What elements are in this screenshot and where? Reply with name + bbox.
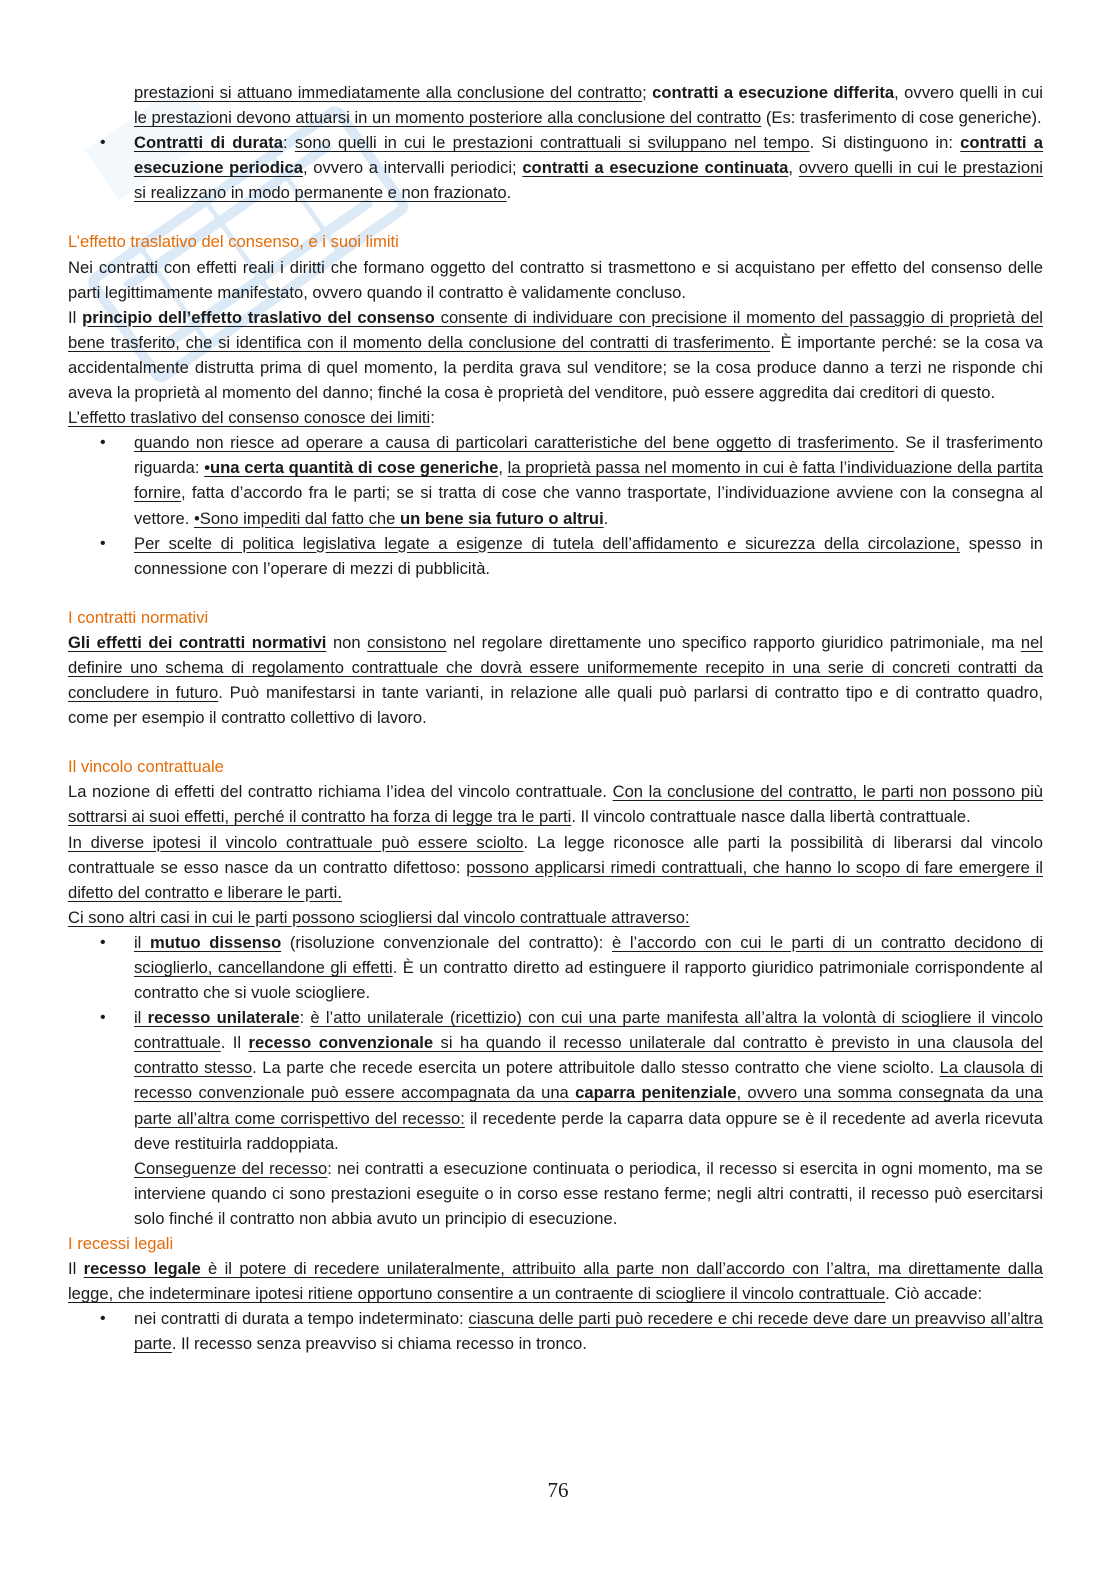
text-span: •Sono impediti dal fatto che — [193, 508, 400, 528]
text-span: . Il vincolo contrattuale nasce dalla libertà contrattuale. — [571, 807, 971, 827]
text-span: spesso in connessione con l’operare di mezzi di pubblicità. — [134, 533, 1043, 578]
paragraph — [68, 405, 1043, 430]
text-span: si ha quando il recesso unilaterale dal contratto è previsto in una clausola del contratto stesso — [134, 1033, 1043, 1078]
text-span: . La parte che recede esercita un potere attribuitole dallo stesso contratto che viene sciolto. — [252, 1058, 940, 1078]
text-span: . — [506, 183, 512, 203]
text-span: . Se il trasferimento riguarda: — [134, 433, 1043, 478]
text-span: In diverse ipotesi il vincolo contrattuale può essere sciolto — [68, 832, 524, 852]
text-span: Per scelte di politica legislativa legate a esigenze di tutela dell’affidamento e sicurezza della circolazione, — [134, 533, 960, 553]
section-heading: Il vincolo contrattuale — [68, 757, 224, 777]
list-item — [68, 531, 1043, 581]
text-span: Il — [68, 307, 83, 327]
paragraph — [68, 630, 1043, 730]
paragraph — [68, 305, 1043, 405]
text-span: quando non riesce ad operare a causa di particolari caratteristiche del bene oggetto di trasferimento — [134, 433, 895, 453]
text-span: (risoluzione convenzionale del contratto): — [281, 932, 613, 952]
bold-term: recesso legale — [83, 1259, 201, 1279]
text-span: . È importante perché: se la cosa va accidentalmente distrutta prima di quel momento, la perdita grava sul venditore; se la cosa produce danno a terzi ne risponde chi aveva la proprietà al momento del danno; finché la cosa è proprietà del venditore, può essere aggredita dai creditori di questo. — [68, 332, 1043, 403]
text-span: , ovvero quelli in cui — [894, 83, 1043, 102]
bold-term: contratti a esecuzione periodica — [134, 133, 1043, 178]
text-span: le prestazioni devono attuarsi in un momento posteriore alla conclusione del contratto — [134, 108, 762, 128]
paragraph — [68, 779, 1043, 829]
text-span: . Si distinguono in: — [809, 133, 961, 153]
text-span: il recedente perde la caparra data oppure se è il recedente ad averla ricevuta deve restituirla raddoppiata. — [134, 1108, 1043, 1153]
list-item — [68, 1306, 1043, 1356]
text-span: L’effetto traslativo del consenso conosce dei limiti — [68, 408, 431, 428]
text-span: la proprietà passa nel momento in cui è fatta l’individuazione della partita fornire — [134, 458, 1043, 503]
text-span: il — [134, 1008, 148, 1028]
text-span: è l’atto unilaterale (ricettizio) con cui una parte manifesta all’altra la volontà di sciogliere il vincolo contrattuale — [134, 1008, 1043, 1053]
bold-term: mutuo dissenso — [149, 932, 282, 952]
text-span: : — [299, 1008, 311, 1028]
text-span: prestazioni si attuano immediatamente alla conclusione del contratto — [134, 83, 643, 102]
text-span: ovvero quelli in cui le prestazioni si realizzano in modo permanente e non frazionato — [134, 158, 1043, 203]
list-item — [68, 430, 1043, 530]
text-span: . — [603, 508, 609, 528]
bold-term: un bene sia futuro o altrui — [399, 508, 604, 528]
legal-recess-list — [68, 1306, 1043, 1356]
text-span: . La legge riconosce alle parti la possibilità di liberarsi dal vincolo contrattuale se esso nasce da un contratto difettoso: — [68, 832, 1043, 877]
text-span: . Il recesso senza preavviso si chiama recesso in tronco. — [171, 1334, 587, 1354]
bold-term: recesso convenzionale — [248, 1033, 434, 1053]
text-span: consistono — [367, 632, 447, 652]
text-span: ; — [642, 83, 653, 102]
limits-list — [68, 430, 1043, 581]
text-span: , — [498, 458, 508, 478]
bold-term: recesso unilaterale — [147, 1008, 300, 1028]
bold-term: caparra penitenziale — [575, 1083, 737, 1103]
text-span: La clausola di recesso convenzionale può essere accompagnata da una — [134, 1058, 1043, 1103]
text-span: Conseguenze del recesso — [134, 1158, 328, 1178]
text-span: non — [326, 632, 368, 652]
paragraph — [68, 830, 1043, 905]
paragraph — [68, 1156, 1043, 1231]
intro-list — [68, 130, 1043, 205]
paragraph — [68, 1256, 1043, 1306]
page-number: 76 — [547, 1478, 569, 1502]
section-heading: I contratti normativi — [68, 607, 209, 627]
bold-term: Contratti di durata — [134, 133, 283, 153]
text-span: . Il — [220, 1033, 249, 1053]
dissolution-list — [68, 930, 1043, 1156]
bold-term: contratti a esecuzione differita — [652, 83, 895, 102]
section-heading: I recessi legali — [68, 1234, 174, 1254]
text-span: possono applicarsi rimedi contrattuali, che hanno lo scopo di fare emergere il difetto del contratto e liberare le parti. — [68, 857, 1043, 902]
paragraph: Ci sono altri casi in cui le parti possono sciogliersi dal vincolo contrattuale attraverso: — [68, 907, 690, 927]
bold-term: principio dell’effetto traslativo del consenso — [82, 307, 435, 327]
list-item — [68, 1005, 1043, 1156]
paragraph: Nei contratti con effetti reali i diritti che formano oggetto del contratto si trasmettono e si acquistano per effetto del consenso delle parti legittimamente manifestato, ovvero quando il contratto è validamente concluso. — [68, 257, 1043, 302]
text-span: il — [134, 932, 150, 952]
text-span: . Può manifestarsi in tante varianti, in relazione alle quali può parlarsi di contratto tipo e di contratto quadro, come per esempio il contratto collettivo di lavoro. — [68, 683, 1044, 728]
text-span: : — [430, 408, 435, 428]
document-page — [68, 80, 1043, 1357]
text-span: ciascuna delle parti può recedere e chi recede deve dare un preavviso all’altra parte — [134, 1309, 1043, 1354]
text-span: , ovvero a intervalli periodici; — [302, 158, 523, 178]
text-span: Il — [68, 1259, 84, 1279]
bold-term: contratti a esecuzione continuata — [522, 158, 789, 178]
intro-paragraph — [68, 80, 1043, 130]
text-span: è il potere di recedere unilateralmente, attribuito alla parte non dall’accordo con l’altra, ma direttamente dalla legge, che indeterminare ipotesi ritiene opportuno consentire a un contraente di sciogliere il vincolo contrattuale — [68, 1259, 1043, 1304]
section-heading: L’effetto traslativo del consenso, e i suoi limiti — [68, 232, 399, 252]
text-span: , fatta d’accordo fra le parti; se si tratta di cose che vanno trasportate, l’individuazione avviene con la consegna al vettore. — [134, 483, 1043, 528]
bold-term: Gli effetti dei contratti normativi — [68, 632, 327, 652]
text-span: . Ciò accade: — [885, 1284, 983, 1304]
text-span: Con la conclusione del contratto, le parti non possono più sottrarsi ai suoi effetti, perché il contratto ha forza di legge tra le parti — [68, 782, 1044, 827]
text-span: , ovvero una somma consegnata da una parte all’altra come corrispettivo del recesso: — [134, 1083, 1043, 1128]
text-span: (Es: trasferimento di cose generiche). — [761, 108, 1042, 128]
text-span: La nozione di effetti del contratto richiama l’idea del vincolo contrattuale. — [68, 782, 613, 802]
text-span: nel regolare direttamente uno specifico rapporto giuridico patrimoniale, ma — [446, 632, 1021, 652]
bold-term: •una certa quantità di cose generiche — [204, 458, 499, 478]
text-span: : — [283, 133, 295, 153]
text-span: nel definire uno schema di regolamento contrattuale che dovrà essere uniformemente recepito in una serie di concreti contratti da concludere in futuro — [68, 632, 1043, 703]
text-span: . È un contratto diretto ad estinguere il rapporto giuridico patrimoniale corrispondente al contratto che si vuole sciogliere. — [134, 958, 1043, 1003]
text-span: : nei contratti a esecuzione continuata o periodica, il recesso si esercita in ogni momento, ma se interviene quando ci sono prestazioni eseguite o in corso esse restano ferme; negli altri contratti, il recesso può esercitarsi solo finché il contratto non abbia avuto un principio di esecuzione. — [134, 1158, 1044, 1228]
text-span: consente di individuare con precisione il momento del passaggio di proprietà del bene trasferito, che si identifica con il momento della conclusione del contratti di trasferimento — [68, 307, 1043, 352]
text-span: è l’accordo con cui le parti di un contratto decidono di scioglierlo, cancellandone gli effetti — [134, 932, 1044, 977]
text-span: , — [788, 158, 799, 178]
list-item — [68, 130, 1043, 205]
text-span: sono quelli in cui le prestazioni contrattuali si sviluppano nel tempo — [294, 133, 810, 153]
list-item — [68, 930, 1043, 1005]
text-span: nei contratti di durata a tempo indeterminato: — [134, 1309, 469, 1329]
